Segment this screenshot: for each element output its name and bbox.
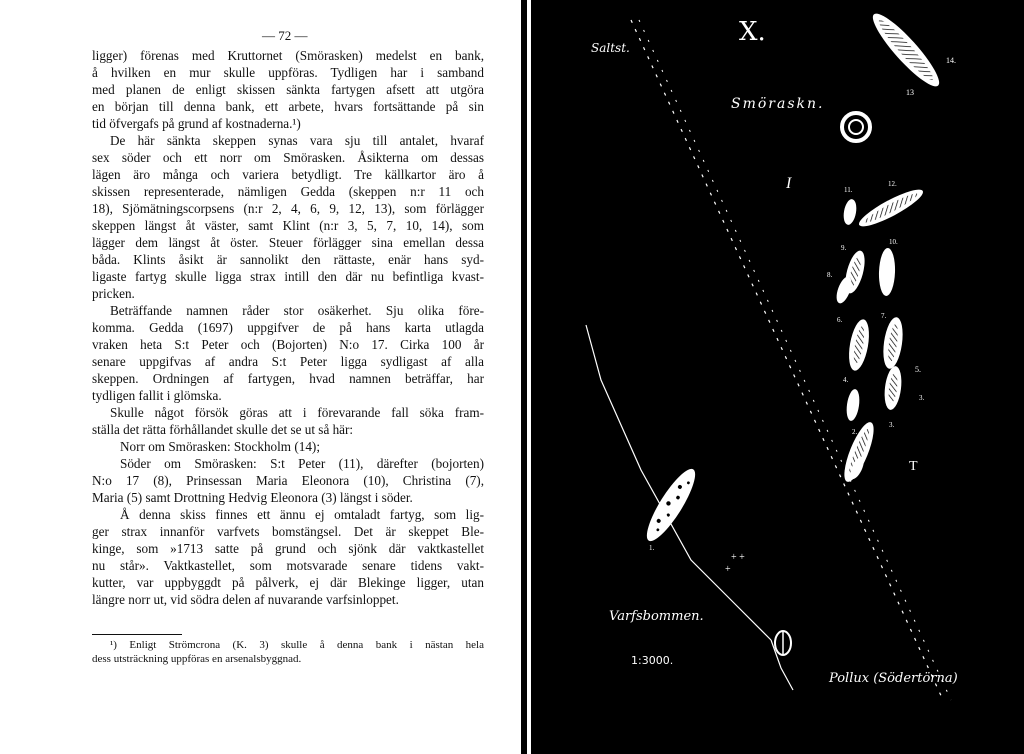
text-line: lägen äro många och variera betydligt. Tre källkartor äro å [92, 167, 484, 182]
text-line: nu står». Vaktkastellet, som motsvarade senare tidens vakt- [92, 558, 484, 573]
text-line: 18), Sjömätningscorpsens (n:r 2, 4, 6, 9, 12, 13), som förlägger [92, 201, 484, 216]
plus-marks: + + [731, 552, 745, 563]
footnote [92, 638, 484, 666]
paragraph-2 [92, 132, 484, 302]
ship-number-2: 2. [852, 428, 858, 436]
text-line: N:o 17 (8), Prinsessan Maria Eleonora (10), Christina (7), [92, 473, 484, 488]
ship-6-icon [846, 318, 873, 372]
ship-number-1: 1. [649, 544, 655, 552]
text-line: komma. Gedda (1697) uppgifver de på hans karta utlagda [92, 320, 484, 335]
ship-number-10: 10. [889, 238, 898, 246]
body-text [92, 47, 484, 608]
marker-t-icon: T [909, 459, 918, 474]
ship-number-5: 5. [915, 365, 921, 374]
text-line: ger strax innanför varfvets bomstängsel. Det är skeppet Ble- [92, 524, 484, 539]
text-line: ligaste fartyg skulle ligga strax intill den där nu befintliga kvast- [92, 269, 484, 284]
ship-12-icon [855, 184, 926, 232]
text-line: å hvilken en mur skulle uppföras. Tydligen har i samband [92, 65, 484, 80]
footnote-line: dess utsträckning uppföras en arsenalsbyggnad. [92, 653, 302, 665]
label-saltsten: Saltst. [591, 41, 630, 55]
ship-number-4: 4. [843, 376, 849, 384]
page-number: — 72 — [262, 28, 308, 43]
text-line: båda. Klints åsikt är sannolikt den rättaste, enär hans syd- [92, 252, 484, 267]
text-line: längre norr ut, vid södra delen af nuvarande varfsinloppet. [92, 592, 399, 607]
book-gutter [517, 0, 531, 754]
map-sketch [531, 0, 1024, 754]
channel-line-2 [639, 20, 951, 700]
ship-5-icon [882, 365, 903, 411]
paragraph-3 [92, 302, 484, 404]
text-line: ställa det rätta förhållandet skulle det se ut så här: [92, 422, 354, 437]
text-line: Maria (5) samt Drottning Hedvig Eleonora (3) längst i söder. [92, 490, 413, 505]
ship-number-7: 7. [881, 312, 887, 320]
label-pollux: Pollux (Södertörna) [829, 671, 958, 686]
text-line: De här sänkta skeppen synas vara sju till antalet, hvaraf [110, 133, 484, 148]
label-smorasken: Smöraskn. [731, 96, 825, 112]
ship-1-icon [639, 464, 702, 547]
text-line: Skulle något försök göras att i förevarande fall söka fram- [110, 405, 484, 420]
text-line: Norr om Smörasken: Stockholm (14); [120, 439, 320, 454]
vaktkastell-icon [775, 631, 791, 655]
ship-number-8: 8. [827, 271, 833, 279]
text-line: skeppen. Ordningen af fartygen, hvad namnen beträffar, har [92, 371, 484, 386]
footnote-rule [92, 634, 182, 635]
text-line: ligger) förenas med Kruttornet (Smörasken) medelst en bank, [92, 48, 484, 63]
plus-marks-2: + [725, 564, 731, 575]
label-varfsbommen: Varfsbommen. [609, 609, 704, 624]
ship-number-11: 11. [844, 186, 853, 194]
text-line: pricken. [92, 286, 135, 301]
text-line: Söder om Smörasken: S:t Peter (11), därefter (bojorten) [120, 456, 484, 471]
paragraph-5 [92, 506, 484, 608]
text-line: skissen representerade, nämligen Gedda (skeppen n:r 11 och [92, 184, 484, 199]
text-line: skeppen längst åt väster, samt Klint (n:r 3, 5, 7, 10, 14), som [92, 218, 484, 233]
map-title: X. [739, 17, 766, 47]
ship-2-icon [839, 419, 880, 485]
text-line: kinge, som »1713 satte på grund och sjönk där vaktkastellet [92, 541, 484, 556]
marker-3-top: 3. [919, 394, 925, 402]
paragraph-1 [92, 47, 484, 132]
ship-7-icon [880, 316, 905, 370]
text-line: kutter, var uppbyggdt på pålverk, ej där Blekinge ligger, utan [92, 575, 484, 590]
scale-label: 1:3000. [631, 654, 674, 667]
map-page [531, 0, 1024, 754]
text-line: sex söder och ett norr om Smörasken. Åsikterna om dessas [92, 150, 484, 165]
ship-4-icon [845, 388, 861, 421]
text-line: tydligen fallit i glömska. [92, 388, 222, 403]
paragraph-4 [92, 404, 484, 506]
ship-10-icon [878, 248, 896, 297]
text-line: Å denna skiss finnes ett ännu ej omtaladt fartyg, som lig- [120, 507, 484, 522]
text-line: vraken heta S:t Peter och (Bojorten) N:o 17. Cirka 100 år [92, 337, 484, 352]
ship-number-9: 9. [841, 244, 847, 252]
ship-number-6: 6. [837, 316, 843, 324]
ship-11-icon [842, 198, 858, 226]
text-line: Beträffande namnen råder stor osäkerhet. Sju olika före- [110, 303, 484, 318]
ship-number-12: 12. [888, 180, 897, 188]
ship-number-13: 13 [906, 88, 914, 97]
ship-number-3: 3. [889, 421, 895, 429]
ship-number-14: 14. [946, 56, 956, 65]
smorasken-tower-icon [842, 113, 870, 141]
footnote-line: ¹) Enligt Strömcrona (K. 3) skulle å denna bank i nästan hela [110, 639, 484, 651]
ship-14-icon [866, 7, 947, 93]
text-line: en början till denna bank, ett arbete, hvars fortsättande på sin [92, 99, 484, 114]
text-line: senare uppgifvas af andra S:t Peter ligga sydligast af alla [92, 354, 484, 369]
text-line: med planen de enligt skissen sänkta fartygen afsett att utgöra [92, 82, 484, 97]
marker-i-icon: I [786, 175, 792, 192]
text-line: lägger dem längst åt öster. Steuer förlägger sina emellan dessa [92, 235, 484, 250]
text-line: tid öfvergafs på grund af kostnaderna.¹) [92, 116, 301, 131]
